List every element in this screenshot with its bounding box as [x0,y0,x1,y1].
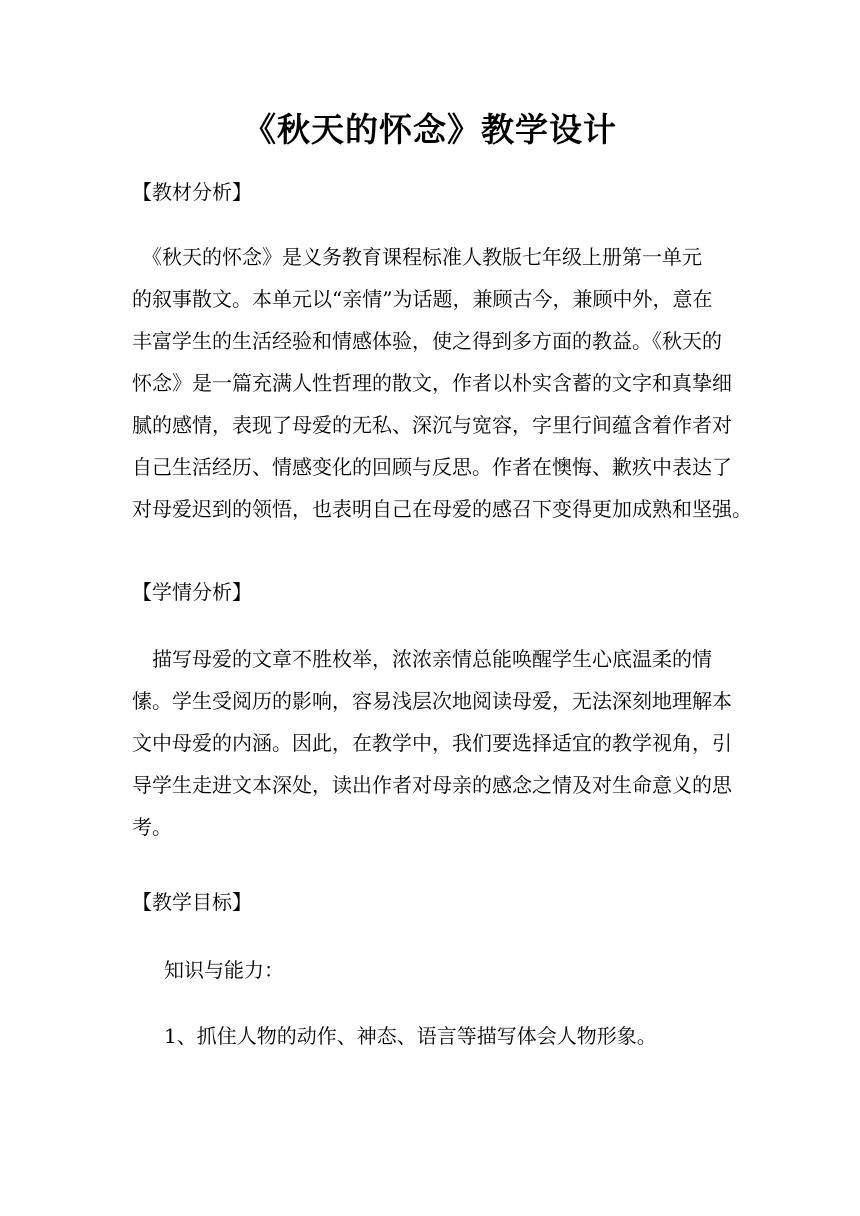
paragraph-line: 腻的感情，表现了母爱的无私、深沉与宽容，字里行间蕴含着作者对 [132,413,732,437]
paragraph-learner-analysis [132,638,744,848]
section-heading-textbook-analysis: 【教材分析】 [132,180,252,204]
paragraph-line: 描写母爱的文章不胜枚举，浓浓亲情总能唤醒学生心底温柔的情 [132,647,712,671]
paragraph-line: 对母爱迟到的领悟，也表明自己在母爱的感召下变得更加成熟和坚强。 [132,497,752,521]
section-heading-teaching-goals: 【教学目标】 [132,890,252,914]
paragraph-line: 考。 [132,815,172,839]
paragraph-line: 怀念》是一篇充满人性哲理的散文，作者以朴实含蓄的文字和真挚细 [132,371,732,395]
paragraph-line: 《秋天的怀念》是义务教育课程标准人教版七年级上册第一单元 [132,245,702,269]
paragraph-line: 自己生活经历、情感变化的回顾与反思。作者在懊悔、歉疚中表达了 [132,455,732,479]
subheading-knowledge-ability: 知识与能力： [164,958,284,982]
paragraph-line: 愫。学生受阅历的影响，容易浅层次地阅读母爱，无法深刻地理解本 [132,689,732,713]
paragraph-line: 的叙事散文。本单元以“亲情”为话题，兼顾古今，兼顾中外，意在 [132,287,713,311]
paragraph-line: 文中母爱的内涵。因此，在教学中，我们要选择适宜的教学视角，引 [132,731,732,755]
section-heading-learner-analysis: 【学情分析】 [132,580,252,604]
paragraph-line: 导学生走进文本深处，读出作者对母亲的感念之情及对生命意义的思 [132,773,732,797]
paragraph-line: 丰富学生的生活经验和情感体验，使之得到多方面的教益。《秋天的 [132,329,722,353]
paragraph-textbook-analysis [132,236,752,530]
document-title: 《秋天的怀念》教学设计 [243,110,617,149]
goal-item-1: 1、抓住人物的动作、神态、语言等描写体会人物形象。 [164,1024,657,1048]
